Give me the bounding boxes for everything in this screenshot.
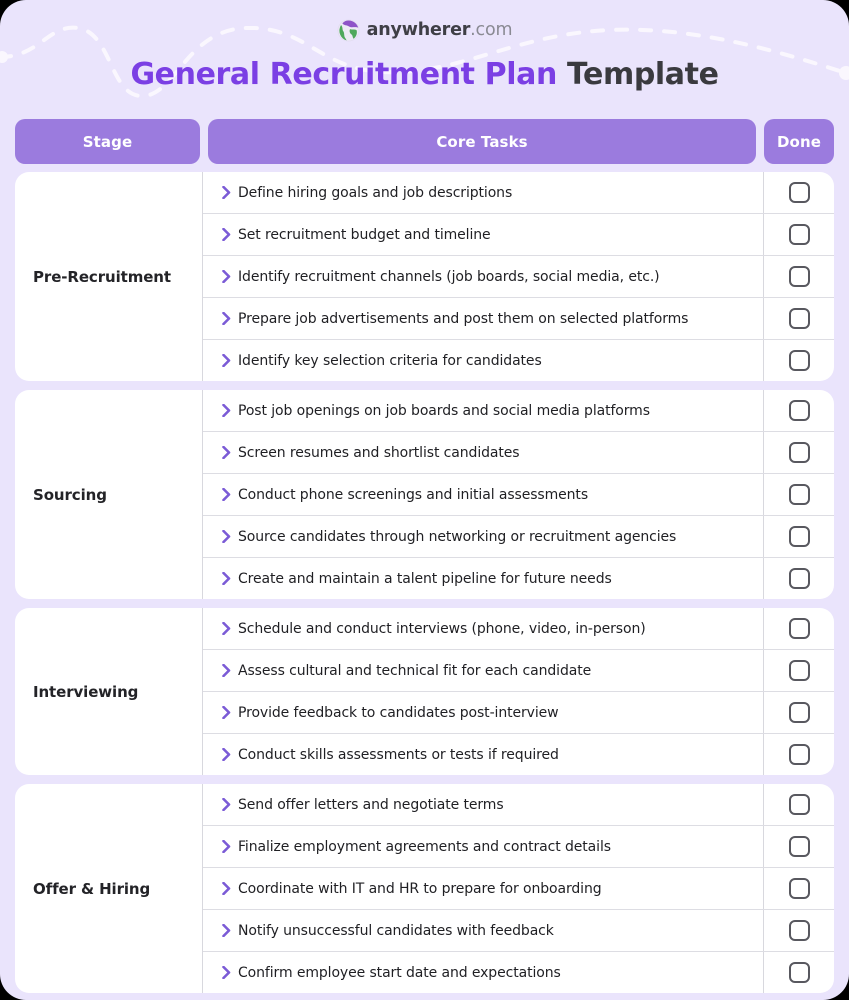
stage-cell (15, 390, 203, 599)
chevron-right-icon (222, 840, 231, 853)
task-label: Screen resumes and shortlist candidates (238, 444, 520, 461)
done-cell (763, 256, 834, 297)
chevron-right-icon (222, 966, 231, 979)
stage-cell (15, 172, 203, 381)
task-cell (203, 797, 763, 813)
chevron-right-icon (222, 488, 231, 501)
chevron-right-icon (222, 530, 231, 543)
task-cell (203, 881, 763, 897)
task-label: Identify recruitment channels (job boards, social media, etc.) (238, 268, 660, 285)
table-row (203, 390, 834, 432)
table-row (203, 340, 834, 381)
done-cell (763, 608, 834, 649)
task-label: Conduct skills assessments or tests if required (238, 746, 559, 763)
table-row (203, 650, 834, 692)
stage-cell (15, 784, 203, 993)
task-cell (203, 663, 763, 679)
table-header (15, 119, 834, 164)
stage-sections (15, 172, 834, 993)
chevron-right-icon (222, 312, 231, 325)
chevron-right-icon (222, 748, 231, 761)
done-cell (763, 952, 834, 993)
task-checkbox[interactable] (789, 744, 810, 765)
table-row (203, 516, 834, 558)
done-cell (763, 474, 834, 515)
task-label: Finalize employment agreements and contract details (238, 838, 611, 855)
task-cell (203, 445, 763, 461)
brand-name (367, 20, 513, 40)
task-checkbox[interactable] (789, 308, 810, 329)
task-label: Identify key selection criteria for candidates (238, 352, 542, 369)
done-cell (763, 784, 834, 825)
task-checkbox[interactable] (789, 350, 810, 371)
done-cell (763, 692, 834, 733)
table-row (203, 172, 834, 214)
done-cell (763, 298, 834, 339)
task-checkbox[interactable] (789, 962, 810, 983)
table-row (203, 734, 834, 775)
task-label: Send offer letters and negotiate terms (238, 796, 504, 813)
task-checkbox[interactable] (789, 526, 810, 547)
task-cell (203, 269, 763, 285)
task-checkbox[interactable] (789, 660, 810, 681)
table-row (203, 608, 834, 650)
brand-logo-lockup (0, 17, 849, 43)
column-header-core-tasks: Core Tasks (208, 119, 756, 164)
task-label: Source candidates through networking or recruitment agencies (238, 528, 677, 545)
page-title (0, 57, 849, 92)
stage-label: Offer & Hiring (33, 879, 151, 898)
table-row (203, 474, 834, 516)
task-cell (203, 403, 763, 419)
task-cell (203, 923, 763, 939)
task-cell (203, 311, 763, 327)
task-cell (203, 621, 763, 637)
table-row (203, 868, 834, 910)
task-label: Create and maintain a talent pipeline for future needs (238, 570, 612, 587)
task-checkbox[interactable] (789, 182, 810, 203)
task-cell (203, 487, 763, 503)
task-cell (203, 227, 763, 243)
task-label: Confirm employee start date and expectations (238, 964, 561, 981)
done-cell (763, 650, 834, 691)
stage-section (15, 608, 834, 775)
task-label: Assess cultural and technical fit for each candidate (238, 662, 592, 679)
task-rows (203, 784, 834, 993)
task-checkbox[interactable] (789, 266, 810, 287)
task-checkbox[interactable] (789, 400, 810, 421)
task-checkbox[interactable] (789, 702, 810, 723)
chevron-right-icon (222, 706, 231, 719)
task-checkbox[interactable] (789, 442, 810, 463)
done-cell (763, 558, 834, 599)
task-label: Schedule and conduct interviews (phone, video, in-person) (238, 620, 646, 637)
task-label: Provide feedback to candidates post-interview (238, 704, 559, 721)
table-row (203, 256, 834, 298)
table-row (203, 432, 834, 474)
stage-label: Pre-Recruitment (33, 267, 171, 286)
done-cell (763, 390, 834, 431)
chevron-right-icon (222, 622, 231, 635)
task-checkbox[interactable] (789, 568, 810, 589)
column-header-stage: Stage (15, 119, 200, 164)
done-cell (763, 516, 834, 557)
task-rows (203, 172, 834, 381)
chevron-right-icon (222, 798, 231, 811)
done-cell (763, 734, 834, 775)
done-cell (763, 868, 834, 909)
task-cell (203, 705, 763, 721)
task-checkbox[interactable] (789, 484, 810, 505)
task-rows (203, 390, 834, 599)
stage-section (15, 172, 834, 381)
table-row (203, 692, 834, 734)
task-checkbox[interactable] (789, 836, 810, 857)
chevron-right-icon (222, 186, 231, 199)
task-cell (203, 529, 763, 545)
done-cell (763, 432, 834, 473)
task-label: Coordinate with IT and HR to prepare for onboarding (238, 880, 602, 897)
globe-icon (337, 19, 360, 42)
task-cell (203, 747, 763, 763)
task-label: Notify unsuccessful candidates with feedback (238, 922, 554, 939)
chevron-right-icon (222, 354, 231, 367)
column-header-done: Done (764, 119, 834, 164)
done-cell (763, 214, 834, 255)
task-label: Conduct phone screenings and initial assessments (238, 486, 589, 503)
chevron-right-icon (222, 882, 231, 895)
chevron-right-icon (222, 446, 231, 459)
chevron-right-icon (222, 270, 231, 283)
table-row (203, 826, 834, 868)
stage-cell (15, 608, 203, 775)
stage-section (15, 390, 834, 599)
table-row (203, 558, 834, 599)
brand-name-tld: .com (470, 20, 513, 40)
task-checkbox[interactable] (789, 920, 810, 941)
table-row (203, 214, 834, 256)
task-cell (203, 353, 763, 369)
table-row (203, 298, 834, 340)
table-row (203, 910, 834, 952)
chevron-right-icon (222, 404, 231, 417)
task-checkbox[interactable] (789, 618, 810, 639)
task-cell (203, 571, 763, 587)
table-row (203, 784, 834, 826)
task-label: Prepare job advertisements and post them on selected platforms (238, 310, 689, 327)
task-cell (203, 965, 763, 981)
chevron-right-icon (222, 228, 231, 241)
stage-label: Interviewing (33, 682, 139, 701)
task-checkbox[interactable] (789, 224, 810, 245)
page-title-accent: General Recruitment Plan (130, 57, 557, 92)
task-label: Define hiring goals and job descriptions (238, 184, 513, 201)
done-cell (763, 826, 834, 867)
table-row (203, 952, 834, 993)
task-label: Post job openings on job boards and social media platforms (238, 402, 650, 419)
page-title-rest: Template (556, 57, 719, 92)
done-cell (763, 340, 834, 381)
task-cell (203, 839, 763, 855)
done-cell (763, 910, 834, 951)
chevron-right-icon (222, 572, 231, 585)
chevron-right-icon (222, 664, 231, 677)
task-rows (203, 608, 834, 775)
brand-name-main: anywherer (366, 20, 471, 40)
task-checkbox[interactable] (789, 794, 810, 815)
done-cell (763, 172, 834, 213)
stage-label: Sourcing (33, 485, 107, 504)
task-label: Set recruitment budget and timeline (238, 226, 491, 243)
task-cell (203, 185, 763, 201)
stage-section (15, 784, 834, 993)
task-checkbox[interactable] (789, 878, 810, 899)
chevron-right-icon (222, 924, 231, 937)
